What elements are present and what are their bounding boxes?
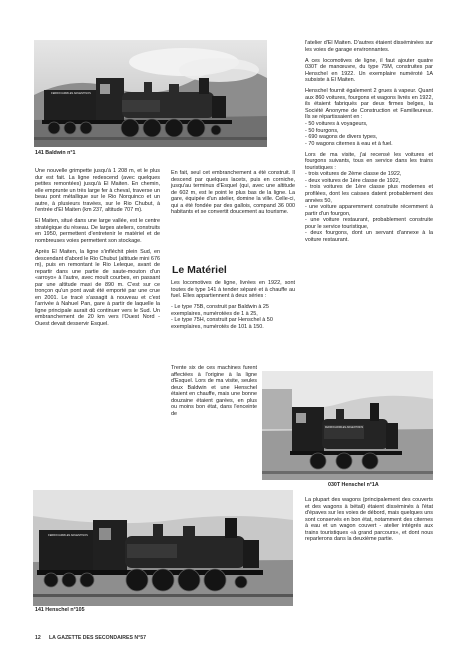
paragraph: l'atelier d'El Maiten. D'autres étaient disséminées sur les voies de garage environnantes. <box>305 40 433 53</box>
loco-plate-text: FERROCARRILES ARGENTINOS <box>51 92 91 95</box>
paragraph: Henschel fournit également 2 grues à vapeur. Quant aux 860 voitures, fourgons et wagons livrés en 1922, ils étaient fabriqués par deux firmes belges, la Société Anonyme de Construction et Familleureux. Ils se répartissaient en : - 50 voitures à voyageurs, - 50 fourgons, - 690 wagons de divers types, - 70 wagons citernes à eau et à fuel. <box>305 88 433 147</box>
paragraph: Une nouvelle grimpette jusqu'à 1 208 m, et le plus dur est fait. La ligne redescend (avec quelques petites remontées) jusqu'à El Maiten. En chemin, elle emprunte un très large fer à cheval, traverse un beau pont métallique sur le Rio Norquinco et un autre, à plusieurs travées, sur le Rio Chubut, à l'entrée d'El Maiten (km 237, altitude 707 m). <box>35 168 160 214</box>
paragraph: El Maiten, situé dans une large vallée, est le centre stratégique du réseau. De larges ateliers, construits en 1950, permettent d'entretenir le matériel et de nombreuses voies permettent son stockage. <box>35 218 160 244</box>
section-heading: Le Matériel <box>172 264 227 276</box>
magazine-title: LA GAZETTE DES SECONDAIRES N°57 <box>49 635 146 641</box>
paragraph: - Le type 75B, construit par Baldwin à 25 exemplaires, numérotées de 1 à 25, - Le type 75H, construit par Henschel à 50 exemplaires, numérotés de 101 à 150. <box>171 304 273 330</box>
photo-henschel-141 <box>33 490 293 606</box>
paragraph: A ces locomotives de ligne, il faut ajouter quatre 030T de manœuvre, du type 75M, construites par Henschel en 1922. Un exemplaire numéroté 1A subsiste à El Maiten. <box>305 57 433 84</box>
paragraph: Trente six de ces machines furent affectées à l'origine à la ligne d'Esquel. Lors de ma visite, seules deux Baldwin et une Henschel étaient en chauffe, mais une bonne douzaine étaient garées, en plus ou moins bon état, dans l'enceinte de <box>171 365 257 417</box>
photo-baldwin-locomotive <box>34 40 267 147</box>
paragraph: En fait, seul cet embranchement a été construit. Il descend par quelques lacets, puis en corniche, jusqu'au terminus d'Esquel (qui, avec une altitude de 602 m, est le point le plus bas de la ligne. La gare, équipée d'un atelier, domine la ville. Celle-ci, qui a été fondée par des gallois, compand 36 000 habitants et se convertit doucement au tourisme. <box>171 170 295 216</box>
loco-plate-text: FERROCARRILES ARGENTINOS <box>324 426 364 429</box>
paragraph: Lors de ma visite, j'ai recensé les voitures et fourgons suivants, tous en service dans les trains touristiques : - trois voitures de 2ème classe de 1922, - deux voitures de 1ère classe de 1922, - trois voitures de 1ère classe plus modernes et profilées, dont les caisses datent probablement des années 50, - une voiture apparemment construite récemment à partir d'un fourgon, - une voiture restaurant, probablement construite pour le service touristique, - deux fourgons, dont un servant d'annexe à la voiture restaurant. <box>305 151 433 243</box>
column-2-intro <box>171 170 295 220</box>
column-2-continued <box>171 365 257 422</box>
photo-henschel-030t <box>262 371 433 480</box>
paragraph: Les locomotives de ligne, livrées en 1922, sont toutes de type 141 à tender séparé et à chauffe au fuel. Elles appartiennent à deux séries : <box>171 280 295 300</box>
photo-caption: 030T Henschel n°1A <box>328 482 379 488</box>
photo-caption: 141 Baldwin n°1 <box>35 150 76 156</box>
column-3 <box>305 40 433 248</box>
column-3-bottom <box>305 497 433 547</box>
column-2-materiel <box>171 280 295 335</box>
paragraph: La plupart des wagons (principalement des couverts et des wagons à bétail) étaient disséminés à l'état d'épaves sur les voies de débord, mais quelques uns sont conservés en bon état, notamment des citernes à eau et un wagon couvert - atelier intégrés aux trains touristiques «à grand parcours», et dont nous reparlerons dans la deuxième partie. <box>305 497 433 543</box>
loco-plate-text: FERROCARRILES ARGENTINOS <box>48 534 88 537</box>
page-number: 12 <box>35 635 41 641</box>
photo-caption: 141 Henschel n°105 <box>35 607 85 613</box>
column-1 <box>35 168 160 332</box>
paragraph: Après El Maiten, la ligne s'infléchit plein Sud, en descendant d'abord le Rio Chubut (altitude mini 676 m), puis en remontant le Rio Leleque, avant de repartir dans une partie de saute-mouton d'un «arroyo» à l'autre, avec moult courbes, en passant par une altitude maxi de 890 m. C'est sur ce tronçon qu'un pont avait été emporté par une crue en 2001. Le tracé s'assagit à nouveau et c'est l'arrivée à Nahuel Pan, gare à partir de laquelle la ligne principale aurait dû continuer vers le Sud. Un embranchement de 20 km vers l'Ouest Nord - Ouest devait desservir Esquel. <box>35 249 160 328</box>
